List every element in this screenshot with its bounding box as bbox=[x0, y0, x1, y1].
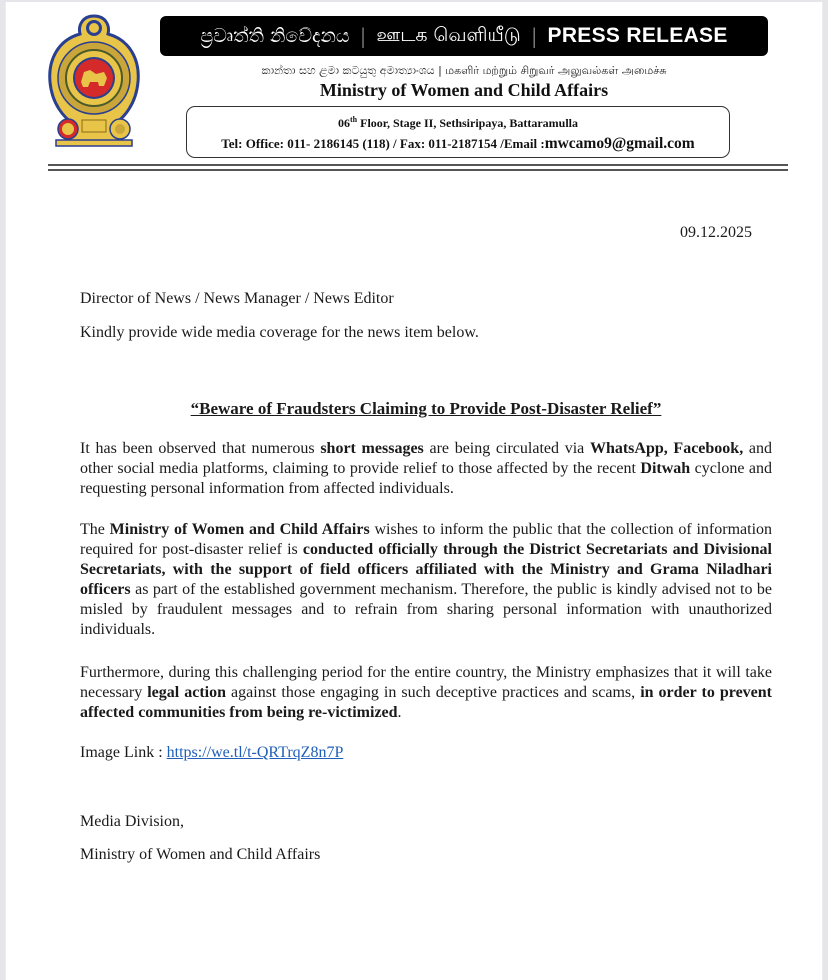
text: The bbox=[80, 521, 110, 538]
ministry-name-local: කාන්තා සහ ළමා කටයුතු අමාත්‍යාංශය | மகளிர் மற்றும் சிறுவர் அலுவல்கள் அமைச்சு bbox=[261, 64, 667, 77]
banner-sinhala: ප්‍රවෘත්ති නිවේදනය bbox=[200, 25, 350, 47]
text: are being circulated via bbox=[423, 440, 590, 457]
bold-text: conducted officially through the District Secretariats and Divisional Secretariats, with the support of field officers affiliated with the Ministry and Grama Niladhari officers bbox=[80, 541, 772, 598]
image-link[interactable]: https://we.tl/t-QRTrqZ8n7P bbox=[166, 744, 344, 761]
text: wishes to inform the public that the collection of information required for post-disaster relief is bbox=[80, 521, 773, 558]
address-text: Floor, Stage II, Sethsiripaya, Battaramulla bbox=[357, 116, 579, 130]
signature-ministry: Ministry of Women and Child Affairs bbox=[80, 846, 321, 863]
email-address: mwcamo9@gmail.com bbox=[544, 135, 695, 152]
header-divider bbox=[48, 164, 788, 166]
document-page bbox=[5, 2, 823, 980]
text: cyclone and requesting personal information from affected individuals. bbox=[80, 460, 772, 497]
bold-text: in order to prevent affected communities from being re-victimized bbox=[80, 684, 773, 721]
image-link-label: Image Link : bbox=[80, 744, 167, 761]
coverage-request: Kindly provide wide media coverage for the news item below. bbox=[80, 324, 479, 341]
ministry-name: Ministry of Women and Child Affairs bbox=[319, 80, 609, 100]
floor-suffix: th bbox=[349, 115, 358, 124]
addressee: Director of News / News Manager / News Editor bbox=[80, 290, 394, 307]
banner-tamil: ஊடக வெளியீடு bbox=[376, 23, 521, 46]
contact-line bbox=[187, 135, 729, 153]
bold-text: Ditwah bbox=[640, 460, 691, 477]
floor-number: 06 bbox=[337, 116, 350, 130]
release-date: 09.12.2025 bbox=[680, 224, 752, 241]
text: and other social media platforms, claiming to provide relief to those affected by the recent bbox=[80, 440, 773, 477]
bold-text: Ministry of Women and Child Affairs bbox=[109, 521, 370, 538]
bold-text: legal action bbox=[147, 684, 227, 701]
paragraph-3 bbox=[80, 663, 772, 723]
text: Furthermore, during this challenging period for the entire country, the Ministry emphasizes that it will take necessary bbox=[80, 664, 772, 701]
banner-separator: | bbox=[530, 24, 538, 48]
text: against those engaging in such deceptive practices and scams, bbox=[226, 684, 641, 701]
contact-text: Tel: Office: 011- 2186145 (118) / Fax: 011-2187154 /Email : bbox=[221, 136, 545, 151]
image-link-line bbox=[80, 743, 772, 763]
paragraph-1 bbox=[80, 439, 772, 499]
headline: “Beware of Fraudsters Claiming to Provide Post-Disaster Relief” bbox=[190, 399, 662, 418]
paragraph-2 bbox=[80, 520, 772, 640]
text: as part of the established government mechanism. Therefore, the public is kindly advised not to be misled by fraudulent messages and to refrain from sharing personal information with unauthorized individuals. bbox=[80, 581, 772, 638]
bold-text: short messages bbox=[320, 440, 424, 457]
bold-text: WhatsApp, Facebook, bbox=[589, 440, 744, 457]
banner-press-release: PRESS RELEASE bbox=[547, 24, 728, 47]
address-box bbox=[186, 106, 730, 158]
press-release-banner bbox=[160, 16, 768, 56]
text: It has been observed that numerous bbox=[80, 440, 321, 457]
signature-division: Media Division, bbox=[80, 813, 184, 830]
address-line bbox=[187, 115, 729, 131]
header-divider bbox=[48, 169, 788, 171]
state-emblem-icon bbox=[44, 12, 144, 152]
text: . bbox=[397, 704, 402, 721]
banner-separator: | bbox=[359, 24, 367, 48]
